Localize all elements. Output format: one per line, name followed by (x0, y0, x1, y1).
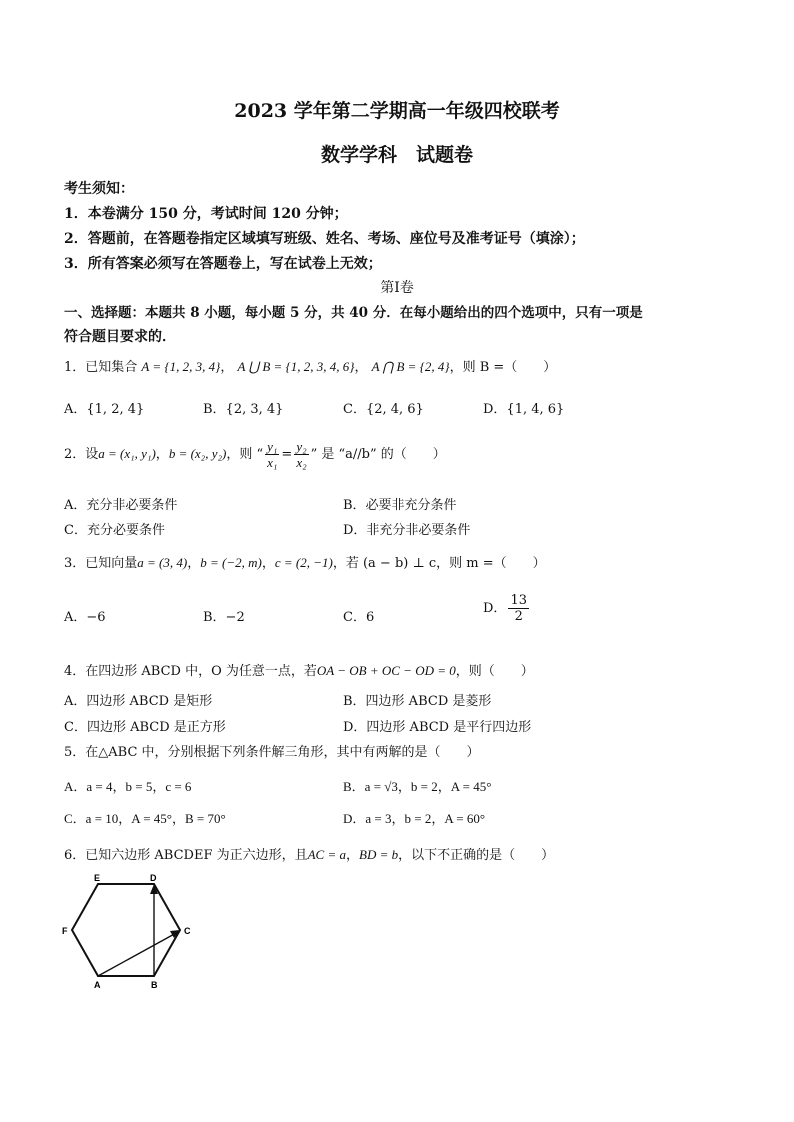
q1-prefix: 1．已知集合 (64, 360, 138, 375)
notice-heading: 考生须知： (64, 181, 134, 197)
q5-option-b: B．a = √3，b = 2，A = 45° (343, 779, 492, 794)
q2-fraction-1: $\frac{\text{y₁}}{\text{x₁}}$ (267, 439, 278, 470)
volume-label: 第Ⅰ卷 (380, 280, 414, 296)
section1-line2: 符合题目要求的． (64, 329, 176, 345)
q1-option-d: D．{1, 4, 6} (483, 402, 565, 417)
question-6: 6．已知六边形 ABCDEF 为正六边形，且AC = a，BD = b，以下不正确的是（ ） (64, 847, 555, 863)
notice-item-3: 3．所有答案必须写在答题卷上，写在试卷上无效； (64, 256, 382, 272)
q6-prefix: 6．已知六边形 ABCDEF 为正六边形，且 (64, 848, 308, 863)
q2-fraction-2: $\frac{\text{y₂}}{\text{x₂}}$ (296, 439, 307, 470)
q6-vector-bd: BD = b (359, 847, 399, 862)
q1-union: A ⋃ B = {1, 2, 3, 4, 6} (237, 359, 355, 374)
q4-vector-equation: OA − OB + OC − OD = 0 (316, 663, 456, 678)
q3-condition: ，若 (a − b) ⊥ c，则 m =（ ） (332, 556, 546, 571)
q1-intersection: A ⋂ B = {2, 4} (371, 359, 450, 374)
q2-option-d: D．非充分非必要条件 (343, 523, 471, 538)
section1-line1: 一、选择题：本题共 8 小题，每小题 5 分，共 40 分．在每小题给出的四个选项中，只有一项是 (64, 305, 643, 321)
q6-vector-ac: AC = a (307, 847, 346, 862)
q2-vector-a: a = (x₁, y₁) (98, 446, 156, 461)
q4-option-c: C．四边形 ABCD 是正方形 (64, 720, 226, 735)
q1-option-a: A．{1, 2, 4} (64, 402, 145, 417)
question-4 (64, 660, 534, 679)
question-3: 3．已知向量a = (3, 4)，b = (−2, m)，c = (2, −1)，若 (a − b) ⊥ c，则 m =（ ） (64, 555, 546, 571)
notice-item-2: 2．答题前，在答题卷指定区域填写班级、姓名、考场、座位号及准考证号（填涂）； (64, 231, 585, 247)
question-1: 1．已知集合 A = {1, 2, 3, 4}， A ⋃ B = {1, 2, 3, 4, 6}， A ⋂ B = {2, 4}，则 B =（ ） (64, 359, 557, 375)
q3-option-b: B．−2 (203, 610, 245, 625)
q1-option-b: B．{2, 3, 4} (203, 402, 284, 417)
q3-option-c: C．6 (343, 610, 375, 625)
q3-vector-c: c = (2, −1) (274, 555, 333, 570)
q5-option-d: D．a = 3，b = 2，A = 60° (343, 811, 486, 826)
q3-vector-a: a = (3, 4) (137, 555, 188, 570)
q1-suffix: ，则 B =（ ） (449, 360, 557, 375)
q2-option-a: A．充分非必要条件 (64, 498, 178, 513)
q4-suffix: ，则（ ） (455, 664, 534, 679)
q5-option-c: C．a = 10，A = 45°，B = 70° (64, 811, 226, 826)
notice-item-1: 1．本卷满分 150 分，考试时间 120 分钟； (64, 206, 348, 222)
label-e: E (94, 873, 101, 883)
question-5: 5．在△ABC 中，分别根据下列条件解三角形，其中有两解的是（ ） (64, 745, 480, 760)
q4-prefix: 4．在四边形 ABCD 中，O 为任意一点，若 (64, 664, 317, 679)
label-d: D (150, 873, 157, 883)
q3-prefix: 3．已知向量 (64, 556, 138, 571)
q2-tail: ” 是 “a//b” 的（ ） (310, 447, 446, 462)
q4-option-a: A．四边形 ABCD 是矩形 (64, 694, 213, 709)
hexagon-diagram (60, 872, 200, 992)
q4-option-d: D．四边形 ABCD 是平行四边形 (343, 720, 532, 735)
q2-option-b: B．必要非充分条件 (343, 498, 457, 513)
q3-option-d-label: D． (483, 601, 507, 616)
q5-option-a: A．a = 4，b = 5，c = 6 (64, 779, 192, 794)
q6-suffix: ，以下不正确的是（ ） (398, 848, 555, 863)
label-b: B (151, 980, 158, 990)
q2-vector-b: b = (x₂, y₂) (168, 446, 227, 461)
label-f: F (62, 926, 68, 936)
q3-vector-b: b = (−2, m) (200, 555, 262, 570)
q2-prefix: 2．设 (64, 447, 99, 462)
q3-option-d-fraction: $\frac{13}{2}$ (510, 593, 527, 624)
q1-option-c: C．{2, 4, 6} (343, 402, 424, 417)
exam-subtitle: 数学学科 试题卷 (320, 144, 473, 166)
q4-option-b: B．四边形 ABCD 是菱形 (343, 694, 492, 709)
label-a: A (94, 980, 101, 990)
question-2: 2．设a = (x₁, y₁)，b = (x₂, y₂)，则 “ $\frac{\text{y₁}}{\text{x₁}}$ = $\frac{\text{y₂}}{\text{x₂}}$ ” 是 “a//b” 的（ ） (64, 439, 446, 470)
q3-option-a: A．−6 (64, 610, 106, 625)
exam-title: 2023 学年第二学期高一年级四校联考 (234, 100, 560, 122)
q1-set-a: A = {1, 2, 3, 4} (141, 359, 221, 374)
q2-option-c: C．充分必要条件 (64, 523, 165, 538)
q2-mid: ，则 “ (226, 447, 264, 462)
hexagon-outline (72, 884, 180, 976)
q3-option-d (483, 594, 531, 623)
label-c: C (184, 926, 191, 936)
